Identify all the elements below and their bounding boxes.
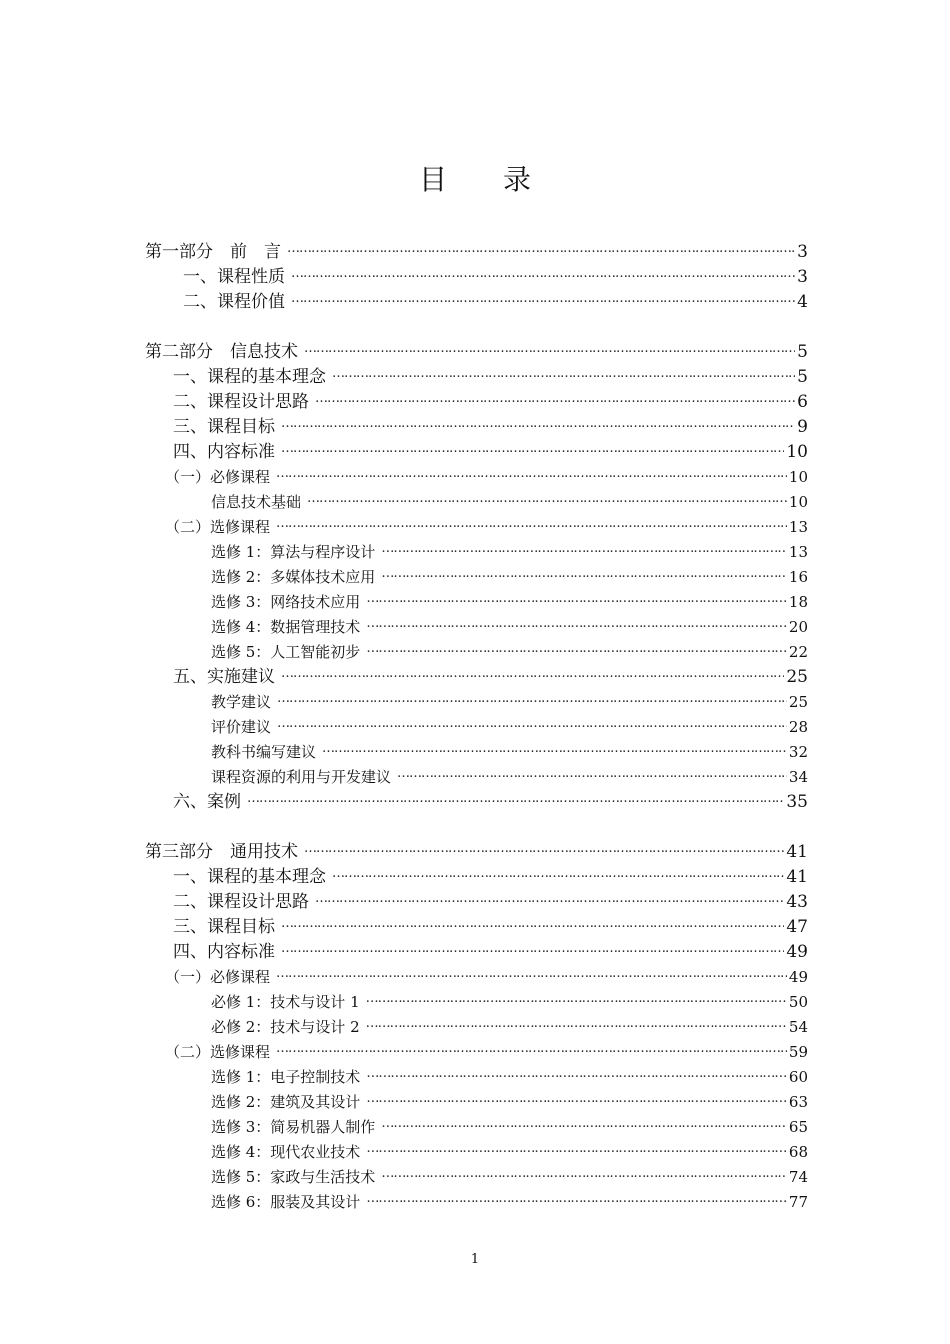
toc-entry-page-number: 34 — [788, 768, 808, 786]
toc-entry-page-number: 60 — [788, 1068, 808, 1086]
toc-entry — [211, 738, 808, 763]
dot-leader — [366, 616, 787, 638]
toc-entry — [211, 1063, 808, 1088]
toc-entry — [173, 863, 808, 888]
toc-entry — [211, 713, 808, 738]
dot-leader — [381, 566, 787, 588]
toc-entry — [173, 913, 808, 938]
toc-entry — [165, 963, 808, 988]
toc-entry-page-number: 5 — [797, 342, 808, 362]
dot-leader — [315, 891, 784, 913]
toc-entry-label: 必修 2：技术与设计 2 — [211, 1018, 360, 1036]
page-number: 1 — [470, 1252, 480, 1267]
toc-entry-page-number: 25 — [786, 667, 808, 687]
title-char-1: 目 — [418, 163, 447, 196]
toc-entry-page-number: 59 — [788, 1043, 808, 1061]
toc-entry-page-number: 5 — [797, 367, 808, 387]
dot-leader — [291, 291, 795, 313]
toc-entry — [173, 363, 808, 388]
toc-entry-label: 三、课程目标 — [173, 417, 275, 437]
toc-entry-page-number: 13 — [788, 543, 808, 561]
toc-entry-page-number: 6 — [797, 392, 808, 412]
toc-entry — [173, 888, 808, 913]
toc-entry-label: 课程资源的利用与开发建议 — [211, 768, 392, 786]
toc-entry-label: 第三部分 通用技术 — [145, 842, 298, 862]
toc-entry-label: 选修 2：建筑及其设计 — [211, 1093, 361, 1111]
toc-entry-label: 教科书编写建议 — [211, 743, 317, 761]
dot-leader — [276, 966, 787, 988]
toc-entry — [165, 1038, 808, 1063]
toc-entry-page-number: 63 — [788, 1093, 808, 1111]
dot-leader — [315, 391, 795, 413]
dot-leader — [277, 691, 787, 713]
toc-entry — [211, 1088, 808, 1113]
dot-leader — [277, 716, 787, 738]
toc-entry — [165, 513, 808, 538]
toc-entry — [173, 788, 808, 813]
toc-entry-label: 三、课程目标 — [173, 917, 275, 937]
toc-entry-page-number: 9 — [797, 417, 808, 437]
toc-entry — [211, 688, 808, 713]
dot-leader — [291, 266, 795, 288]
toc-entry-label: 第一部分 前 言 — [145, 242, 281, 262]
dot-leader — [281, 916, 784, 938]
toc-entry-page-number: 22 — [788, 643, 808, 661]
toc-entry-page-number: 16 — [788, 568, 808, 586]
toc-entry-page-number: 49 — [786, 942, 808, 962]
dot-leader — [322, 741, 787, 763]
toc-entry — [211, 588, 808, 613]
dot-leader — [304, 341, 795, 363]
toc-entry — [211, 1013, 808, 1038]
dot-leader — [366, 1141, 787, 1163]
toc-entry-label: 选修 3：简易机器人制作 — [211, 1118, 376, 1136]
toc-entry — [211, 763, 808, 788]
dot-leader — [281, 941, 784, 963]
toc-entry — [211, 1138, 808, 1163]
toc-entry-page-number: 32 — [788, 743, 808, 761]
toc-entry-page-number: 18 — [788, 593, 808, 611]
toc-entry-page-number: 10 — [788, 468, 808, 486]
toc-entry-page-number: 74 — [788, 1168, 808, 1186]
dot-leader — [366, 1016, 787, 1038]
toc-entry — [211, 563, 808, 588]
dot-leader — [304, 841, 784, 863]
toc-entry-page-number: 68 — [788, 1143, 808, 1161]
page-title — [0, 160, 950, 200]
toc-entry — [173, 413, 808, 438]
toc-entry-label: （二）选修课程 — [165, 1043, 271, 1061]
dot-leader — [332, 366, 795, 388]
dot-leader — [366, 591, 787, 613]
toc-entry-label: 一、课程性质 — [183, 267, 285, 287]
dot-leader — [366, 1091, 787, 1113]
toc-entry-label: 选修 4：现代农业技术 — [211, 1143, 361, 1161]
toc-entry-page-number: 10 — [786, 442, 808, 462]
toc-entry-page-number: 41 — [786, 842, 808, 862]
dot-leader — [307, 491, 787, 513]
toc-entry-page-number: 3 — [797, 267, 808, 287]
toc-entry-label: 一、课程的基本理念 — [173, 867, 326, 887]
dot-leader — [276, 516, 787, 538]
toc-entry-label: 四、内容标准 — [173, 442, 275, 462]
toc-entry — [211, 638, 808, 663]
dot-leader — [366, 1191, 787, 1213]
toc-entry-page-number: 28 — [788, 718, 808, 736]
toc-entry-label: 五、实施建议 — [173, 667, 275, 687]
toc-entry-label: （一）必修课程 — [165, 468, 271, 486]
dot-leader — [366, 1066, 787, 1088]
toc-entry-page-number: 25 — [788, 693, 808, 711]
toc-entry — [211, 538, 808, 563]
toc-entry — [211, 1163, 808, 1188]
toc-entry-label: 必修 1：技术与设计 1 — [211, 993, 360, 1011]
dot-leader — [381, 541, 787, 563]
toc-entry — [211, 613, 808, 638]
dot-leader — [281, 666, 784, 688]
dot-leader — [332, 866, 784, 888]
toc-entry-page-number: 35 — [786, 792, 808, 812]
toc-entry — [145, 238, 808, 263]
toc-entry-page-number: 43 — [786, 892, 808, 912]
toc-entry-label: 二、课程价值 — [183, 292, 285, 312]
toc-entry — [145, 838, 808, 863]
dot-leader — [366, 641, 787, 663]
toc-entry-page-number: 3 — [797, 242, 808, 262]
toc-entry-page-number: 50 — [788, 993, 808, 1011]
toc-entry — [211, 1188, 808, 1213]
title-char-2: 录 — [503, 163, 532, 196]
toc-entry — [211, 488, 808, 513]
toc-entry-label: 第二部分 信息技术 — [145, 342, 298, 362]
dot-leader — [287, 241, 795, 263]
dot-leader — [276, 1041, 787, 1063]
toc-entry-label: 一、课程的基本理念 — [173, 367, 326, 387]
dot-leader — [247, 791, 784, 813]
toc-entry-page-number: 65 — [788, 1118, 808, 1136]
toc-entry-label: 六、案例 — [173, 792, 241, 812]
toc-entry — [165, 463, 808, 488]
toc-entry-page-number: 41 — [786, 867, 808, 887]
dot-leader — [381, 1116, 787, 1138]
toc-entry-label: 二、课程设计思路 — [173, 392, 309, 412]
toc-entry-label: 选修 1：电子控制技术 — [211, 1068, 361, 1086]
toc-entry-page-number: 49 — [788, 968, 808, 986]
toc-entry-label: 选修 5：家政与生活技术 — [211, 1168, 376, 1186]
toc-entry-page-number: 54 — [788, 1018, 808, 1036]
toc-entry-label: 四、内容标准 — [173, 942, 275, 962]
dot-leader — [366, 991, 787, 1013]
toc-entry-page-number: 20 — [788, 618, 808, 636]
toc-entry — [211, 988, 808, 1013]
toc-entry-label: 选修 2：多媒体技术应用 — [211, 568, 376, 586]
toc-entry-label: 信息技术基础 — [211, 493, 302, 511]
toc-entry-page-number: 4 — [797, 292, 808, 312]
toc-entry-label: 选修 3：网络技术应用 — [211, 593, 361, 611]
toc-entry-page-number: 13 — [788, 518, 808, 536]
dot-leader — [281, 416, 795, 438]
toc-entry — [173, 938, 808, 963]
toc-entry-label: 教学建议 — [211, 693, 272, 711]
toc-entry — [173, 388, 808, 413]
toc-entry-label: 选修 5：人工智能初步 — [211, 643, 361, 661]
toc-entry-page-number: 10 — [788, 493, 808, 511]
toc-entry-label: 评价建议 — [211, 718, 272, 736]
toc-entry-page-number: 77 — [788, 1193, 808, 1211]
toc-entry — [211, 1113, 808, 1138]
toc-entry-label: 选修 6：服装及其设计 — [211, 1193, 361, 1211]
toc-entry — [173, 438, 808, 463]
dot-leader — [381, 1166, 787, 1188]
dot-leader — [276, 466, 787, 488]
toc-entry-label: 选修 4：数据管理技术 — [211, 618, 361, 636]
dot-leader — [281, 441, 784, 463]
toc-entry-page-number: 47 — [786, 917, 808, 937]
toc-entry — [145, 338, 808, 363]
toc-entry — [183, 288, 808, 313]
toc-entry-label: 选修 1：算法与程序设计 — [211, 543, 376, 561]
toc-entry — [173, 663, 808, 688]
dot-leader — [397, 766, 787, 788]
toc-entry — [183, 263, 808, 288]
toc-entry-label: 二、课程设计思路 — [173, 892, 309, 912]
toc-entry-label: （一）必修课程 — [165, 968, 271, 986]
toc-entry-label: （二）选修课程 — [165, 518, 271, 536]
